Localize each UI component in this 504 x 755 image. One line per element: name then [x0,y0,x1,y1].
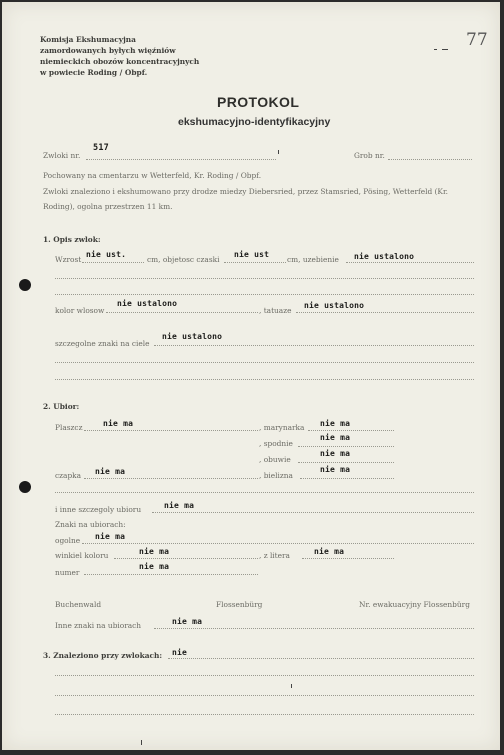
inne-znaki-value: nie ma [172,617,203,626]
obuwie-label: , obuwie [259,455,291,464]
wzrost-value: nie ust. [86,250,127,259]
header-line-2: zamordowanych byłych więźniów [40,46,176,55]
zwloki-value: 517 [93,143,109,153]
znaki-cialo-label: szczegolne znaki na ciele [55,339,150,348]
section-1-title: 1. Opis zwlok: [43,235,101,244]
uzebienie-value: nie ustalono [354,252,415,261]
flossenburg-label: Flossenbürg [216,600,263,609]
kolor-label: kolor wlosow [55,306,105,315]
obuwie-value: nie ma [320,449,351,458]
inne-ubior-label: i inne szczegoly ubioru [55,505,142,514]
plaszcz-value: nie ma [103,419,134,428]
stray-mark [434,49,437,50]
punch-hole [19,279,31,291]
spodnie-label: , spodnie [259,439,293,448]
header-line-3: niemieckich obozów koncentracyjnych [40,57,200,66]
section-3-value: nie [172,648,188,657]
found-line-1: Zwloki znaleziono i ekshumowano przy drodze miedzy Diebersried, przez Stamsried, Pösing, Wetterfeld (Kr. [43,187,449,196]
cm-czaszka-label: cm, objetosc czaski [147,255,220,264]
spodnie-value: nie ma [320,433,351,442]
inne-ubior-value: nie ma [164,501,195,510]
ogolne-value: nie ma [95,532,126,541]
winkiel-value: nie ma [139,547,170,556]
section-2-title: 2. Ubior: [43,402,80,411]
protocol-sheet [2,2,500,750]
ogolne-label: ogolne [55,536,81,545]
stray-mark [141,740,142,745]
czaszka-value: nie ust [234,250,270,259]
tatuaze-value: nie ustalono [304,301,365,310]
punch-hole [19,481,31,493]
document-title: PROTOKOL [217,94,300,110]
stray-mark [278,150,279,154]
marynarka-label: , marynarka [259,423,305,432]
stray-mark [291,684,292,688]
czapka-label: czapka [55,471,82,480]
grob-label: Grob nr. [354,151,385,160]
litera-value: nie ma [314,547,345,556]
header-line-1: Komisja Ekshumacyjna [40,35,136,44]
czapka-value: nie ma [95,467,126,476]
bielizna-value: nie ma [320,465,351,474]
plaszcz-label: Plaszcz [55,423,83,432]
zwloki-label: Zwloki nr. [43,151,81,160]
litera-label: , z litera [259,551,290,560]
inne-znaki-label: Inne znaki na ubiorach [55,621,142,630]
buchenwald-label: Buchenwald [55,600,102,609]
stray-mark [442,49,448,50]
winkiel-label: winkiel koloru [55,551,109,560]
kolor-value: nie ustalono [117,299,178,308]
burial-place: Pochowany na cmentarzu w Wetterfeld, Kr. Roding / Obpf. [43,171,262,180]
header-line-4: w powiecie Roding / Obpf. [40,68,148,77]
document-subtitle: ekshumacyjno-identyfikacyjny [178,116,331,128]
znaki-ubiorach-label: Znaki na ubiorach: [55,520,126,529]
numer-label: numer [55,568,80,577]
tatuaze-label: , tatuaze [259,306,292,315]
marynarka-value: nie ma [320,419,351,428]
wzrost-label: Wzrost [55,255,82,264]
page-number: 77 [466,30,488,50]
nr-ewakuacyjny-label: Nr. ewakuacyjny Flossenbürg [359,600,470,609]
found-line-2: Roding), ogolna przestrzen 11 km. [43,202,173,211]
znaki-cialo-value: nie ustalono [162,332,223,341]
section-3-title: 3. Znaleziono przy zwlokach: [43,651,163,660]
bielizna-label: , bielizna [259,471,293,480]
cm-uzebienie-label: cm, uzebienie [287,255,339,264]
numer-value: nie ma [139,562,170,571]
